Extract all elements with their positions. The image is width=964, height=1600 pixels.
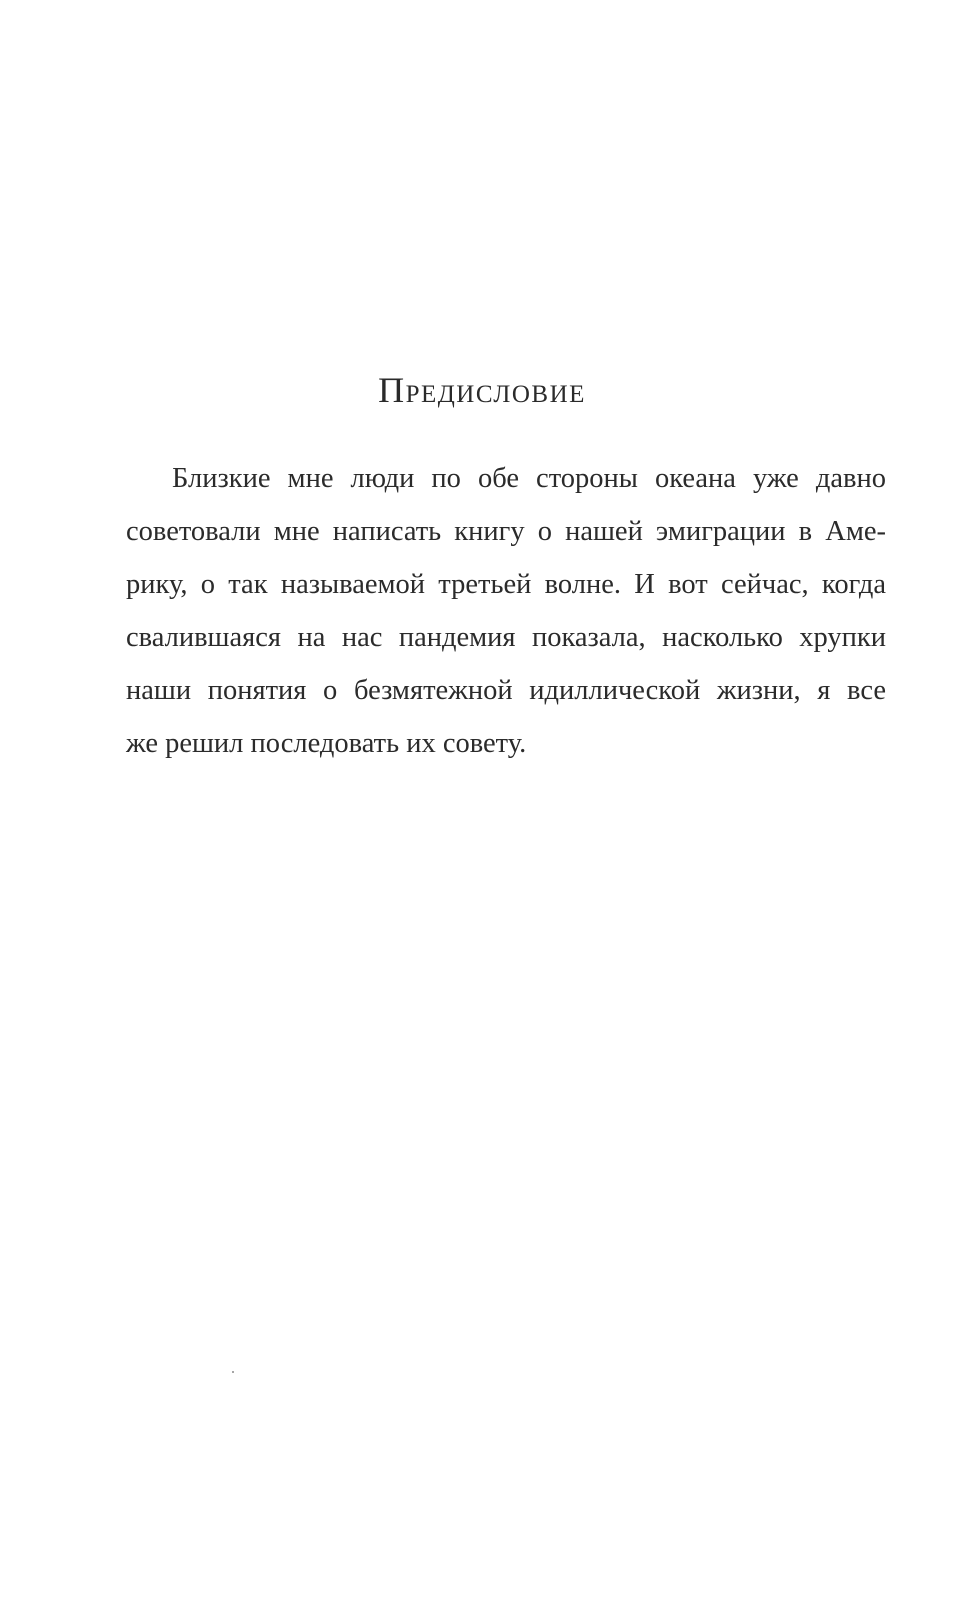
paragraph-line: Близкие мне люди по обе стороны океана уже давно xyxy=(172,463,886,494)
paragraph-line: рику, о так называемой третьей волне. И вот сейчас, когда xyxy=(126,569,886,600)
preface-paragraph xyxy=(126,452,886,770)
paragraph-line: наши понятия о безмятежной идиллической жизни, я все xyxy=(126,675,886,706)
page-title: Предисловие xyxy=(378,370,586,410)
paragraph-line: свалившаяся на нас пандемия показала, насколько хрупки xyxy=(126,622,886,653)
paper-speck xyxy=(232,1371,234,1373)
paragraph-line: же решил последовать их совету. xyxy=(126,728,527,759)
paragraph-line: советовали мне написать книгу о нашей эмиграции в Аме- xyxy=(126,516,886,547)
